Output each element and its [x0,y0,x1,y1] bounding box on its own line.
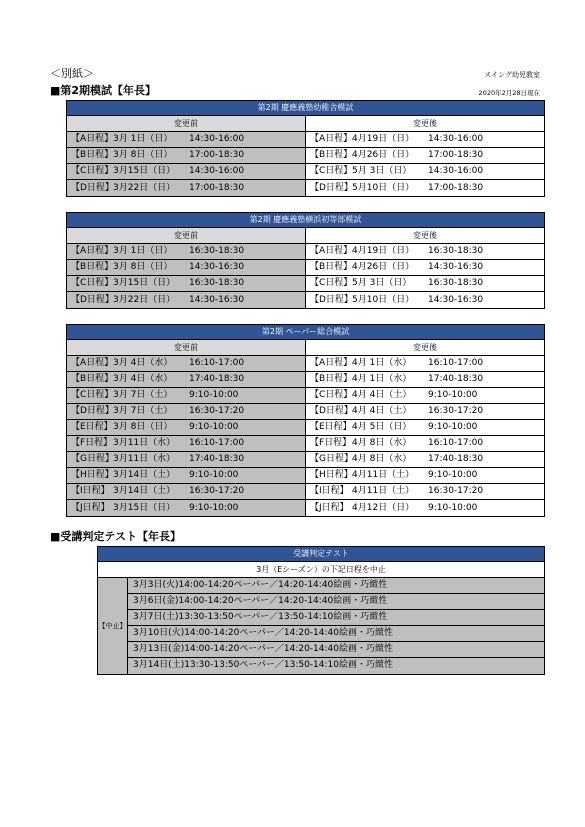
before-cell [67,276,306,291]
schedule-time: 17:00-18:30 [189,182,245,193]
schedule-time: 16:30-17:20 [428,406,484,416]
schedule-date: 3月 1日（日） [113,134,173,144]
schedule-date: 4月12日（日） [352,502,415,513]
schedule-date: 4月26日（日） [352,150,415,160]
schedule-time: 9:10-10:00 [189,502,239,513]
schedule-date: 4月 8日（水） [352,454,412,464]
schedule-time: 9:10-10:00 [189,470,239,480]
schedule-time: 16:30-17:20 [189,406,245,416]
section-title-judgement-test: ■受講判定テスト【年長】 [50,530,181,543]
after-header: 変更後 [306,340,544,355]
schedule-label: 【I日程】 [71,486,110,496]
schedule-time: 17:40-18:30 [428,374,484,384]
schedule-label: 【E日程】 [71,422,113,432]
cancelled-status-label: 【中止】 [98,578,128,674]
after-cell [306,436,544,451]
schedule-row [67,484,544,500]
schedule-row [67,452,544,468]
schedule-row [67,164,544,180]
schedule-date: 4月11日（土） [352,486,415,496]
before-cell [67,452,306,467]
schedule-time: 14:30-16:30 [189,294,245,305]
table-title: 第2期 ペーパー総合模試 [67,325,544,340]
schedule-time: 17:40-18:30 [189,374,245,384]
cancelled-date-item: 3月7日(土)13:30-13:50ペーパー／13:50-14:10絵画・巧緻性 [128,610,544,626]
yochisha-exam-table [66,100,545,197]
before-header: 変更前 [67,228,306,243]
schedule-time: 16:30-17:20 [428,486,484,496]
section-title-mock-exams: ■第2期模試【年長】 [50,84,157,97]
schedule-date: 3月11日（水） [113,438,176,448]
schedule-time: 17:00-18:30 [189,150,245,160]
after-cell [306,452,544,467]
schedule-label: 【B日程】 [310,150,353,160]
schedule-row [67,180,544,196]
schedule-label: 【D日程】 [71,182,114,193]
schedule-date: 4月 4日（土） [352,390,412,400]
schedule-label: 【A日程】 [71,358,114,368]
cancelled-date-list [128,578,544,674]
before-cell [67,436,306,451]
as-of-date: 2020年2月28日現在 [478,89,540,97]
schedule-row [67,132,544,148]
schedule-time: 17:00-18:30 [428,182,484,193]
before-cell [67,468,306,483]
before-header: 変更前 [67,340,306,355]
schedule-row [67,292,544,308]
schedule-date: 3月14日（土） [113,470,176,480]
cancellation-note: 3月（Eシーズン）の下記日程を中止 [98,562,544,578]
schedule-date: 3月 4日（水） [113,374,173,384]
schedule-label: 【C日程】 [71,390,114,400]
schedule-label: 【D日程】 [71,406,114,416]
schedule-time: 17:00-18:30 [428,150,484,160]
after-cell [306,500,544,516]
schedule-date: 3月 7日（土） [113,406,173,416]
schedule-label: 【C日程】 [310,278,353,288]
before-cell [67,484,306,499]
schedule-date: 3月 8日（日） [113,422,173,432]
before-cell [67,388,306,403]
schedule-time: 16:10-17:00 [189,438,245,448]
schedule-label: 【B日程】 [310,374,353,384]
cancelled-date-item: 3月13日(金)14:00-14:20ペーパー／14:20-14:40絵画・巧緻性 [128,642,544,658]
schedule-date: 3月 7日（土） [113,390,173,400]
schedule-label: 【F日程】 [71,438,113,448]
schedule-date: 5月 3日（日） [352,166,412,176]
before-header: 変更前 [67,116,306,131]
schedule-date: 5月10日（日） [352,182,415,193]
schedule-date: 4月 8日（水） [352,438,412,448]
schedule-date: 3月 8日（日） [113,150,173,160]
schedule-date: 3月 4日（水） [113,358,173,368]
schedule-label: 【J日程】 [310,502,349,513]
before-cell [67,292,306,308]
table-subheader [67,116,544,132]
before-cell [67,164,306,179]
schedule-time: 14:30-16:30 [428,294,484,305]
schedule-label: 【B日程】 [310,262,353,272]
schedule-time: 9:10-10:00 [428,470,478,480]
table-title: 第2期 慶應義塾幼稚舎模試 [67,101,544,116]
schedule-date: 4月 1日（水） [352,374,412,384]
schedule-label: 【A日程】 [310,358,353,368]
schedule-row [67,500,544,516]
cancelled-date-item: 3月14日(土)13:30-13:50ペーパー／13:50-14:10絵画・巧緻性 [128,658,544,674]
schedule-label: 【G日程】 [310,454,353,464]
schedule-row [67,420,544,436]
schedule-time: 14:30-16:00 [189,134,245,144]
after-cell [306,260,544,275]
school-name: スイング幼児教室 [484,71,540,79]
schedule-row [67,148,544,164]
after-cell [306,468,544,483]
before-cell [67,244,306,259]
after-cell [306,148,544,163]
after-cell [306,404,544,419]
after-cell [306,420,544,435]
schedule-date: 3月22日（日） [113,182,176,193]
after-cell [306,132,544,147]
after-cell [306,372,544,387]
schedule-date: 3月 1日（日） [113,246,173,256]
schedule-row [67,276,544,292]
schedule-label: 【C日程】 [310,390,353,400]
after-cell [306,164,544,179]
schedule-date: 3月15日（日） [113,166,176,176]
schedule-date: 4月 1日（水） [352,358,412,368]
schedule-label: 【D日程】 [310,182,353,193]
schedule-time: 17:40-18:30 [428,454,484,464]
schedule-label: 【A日程】 [310,246,353,256]
schedule-date: 3月22日（日） [113,294,176,305]
schedule-label: 【A日程】 [310,134,353,144]
table-title: 第2期 慶應義塾横浜初等部模試 [67,213,544,228]
table-subheader [67,340,544,356]
schedule-row [67,260,544,276]
schedule-label: 【B日程】 [71,150,114,160]
schedule-time: 14:30-16:30 [428,262,484,272]
schedule-time: 16:30-18:30 [428,246,484,256]
schedule-time: 14:30-16:00 [428,134,484,144]
after-cell [306,292,544,308]
before-cell [67,148,306,163]
schedule-label: 【C日程】 [310,166,353,176]
schedule-label: 【J日程】 [71,502,110,513]
schedule-date: 4月 4日（土） [352,406,412,416]
schedule-time: 16:30-17:20 [189,486,245,496]
before-cell [67,420,306,435]
before-cell [67,404,306,419]
schedule-label: 【A日程】 [71,246,114,256]
paper-exam-table [66,324,545,517]
schedule-label: 【F日程】 [310,438,352,448]
schedule-time: 9:10-10:00 [189,422,239,432]
before-cell [67,260,306,275]
schedule-label: 【B日程】 [71,374,114,384]
schedule-date: 4月26日（日） [352,262,415,272]
schedule-label: 【B日程】 [71,262,114,272]
schedule-time: 9:10-10:00 [428,390,478,400]
cancelled-schedule-body [98,578,544,674]
schedule-time: 14:30-16:00 [189,166,245,176]
schedule-date: 5月 3日（日） [352,278,412,288]
before-cell [67,132,306,147]
schedule-date: 3月14日（土） [113,486,176,496]
schedule-time: 9:10-10:00 [428,422,478,432]
schedule-row [67,388,544,404]
schedule-row [67,244,544,260]
schedule-time: 9:10-10:00 [428,502,478,513]
after-cell [306,180,544,196]
schedule-date: 4月 5日（日） [352,422,412,432]
schedule-row [67,404,544,420]
schedule-label: 【A日程】 [71,134,114,144]
schedule-date: 4月19日（日） [352,134,415,144]
cancelled-date-item: 3月3日(火)14:00-14:20ペーパー／14:20-14:40絵画・巧緻性 [128,578,544,594]
schedule-label: 【D日程】 [71,294,114,305]
after-cell [306,244,544,259]
cancelled-date-item: 3月6日(金)14:00-14:20ペーパー／14:20-14:40絵画・巧緻性 [128,594,544,610]
after-header: 変更後 [306,116,544,131]
schedule-time: 16:30-18:30 [189,278,245,288]
schedule-time: 9:10-10:00 [189,390,239,400]
schedule-time: 16:10-17:00 [428,438,484,448]
schedule-label: 【E日程】 [310,422,352,432]
schedule-label: 【H日程】 [71,470,114,480]
schedule-time: 16:30-18:30 [428,278,484,288]
schedule-time: 14:30-16:30 [189,262,245,272]
schedule-date: 3月15日（日） [113,502,176,513]
schedule-time: 17:40-18:30 [189,454,245,464]
before-cell [67,356,306,371]
schedule-label: 【C日程】 [71,278,114,288]
after-cell [306,484,544,499]
after-header: 変更後 [306,228,544,243]
schedule-row [67,468,544,484]
schedule-time: 16:10-17:00 [428,358,484,368]
schedule-row [67,372,544,388]
schedule-date: 5月10日（日） [352,294,415,305]
schedule-row [67,356,544,372]
before-cell [67,500,306,516]
before-cell [67,180,306,196]
cancelled-date-item: 3月10日(火)14:00-14:20ペーパー／14:20-14:40絵画・巧緻性 [128,626,544,642]
after-cell [306,388,544,403]
schedule-label: 【G日程】 [71,454,114,464]
schedule-time: 16:30-18:30 [189,246,245,256]
schedule-date: 4月19日（日） [352,246,415,256]
after-cell [306,276,544,291]
schedule-time: 16:10-17:00 [189,358,245,368]
schedule-label: 【H日程】 [310,470,353,480]
schedule-date: 3月15日（日） [113,278,176,288]
schedule-label: 【D日程】 [310,406,353,416]
judgement-test-table [97,546,545,675]
table-title: 受講判定テスト [98,547,544,562]
schedule-date: 3月11日（水） [113,454,176,464]
after-cell [306,356,544,371]
before-cell [67,372,306,387]
schedule-label: 【C日程】 [71,166,114,176]
schedule-label: 【D日程】 [310,294,353,305]
yokohama-exam-table [66,212,545,309]
table-subheader [67,228,544,244]
schedule-time: 14:30-16:00 [428,166,484,176]
schedule-label: 【I日程】 [310,486,349,496]
schedule-date: 4月11日（土） [352,470,415,480]
attachment-label: ＜別紙＞ [50,67,94,80]
schedule-row [67,436,544,452]
schedule-date: 3月 8日（日） [113,262,173,272]
